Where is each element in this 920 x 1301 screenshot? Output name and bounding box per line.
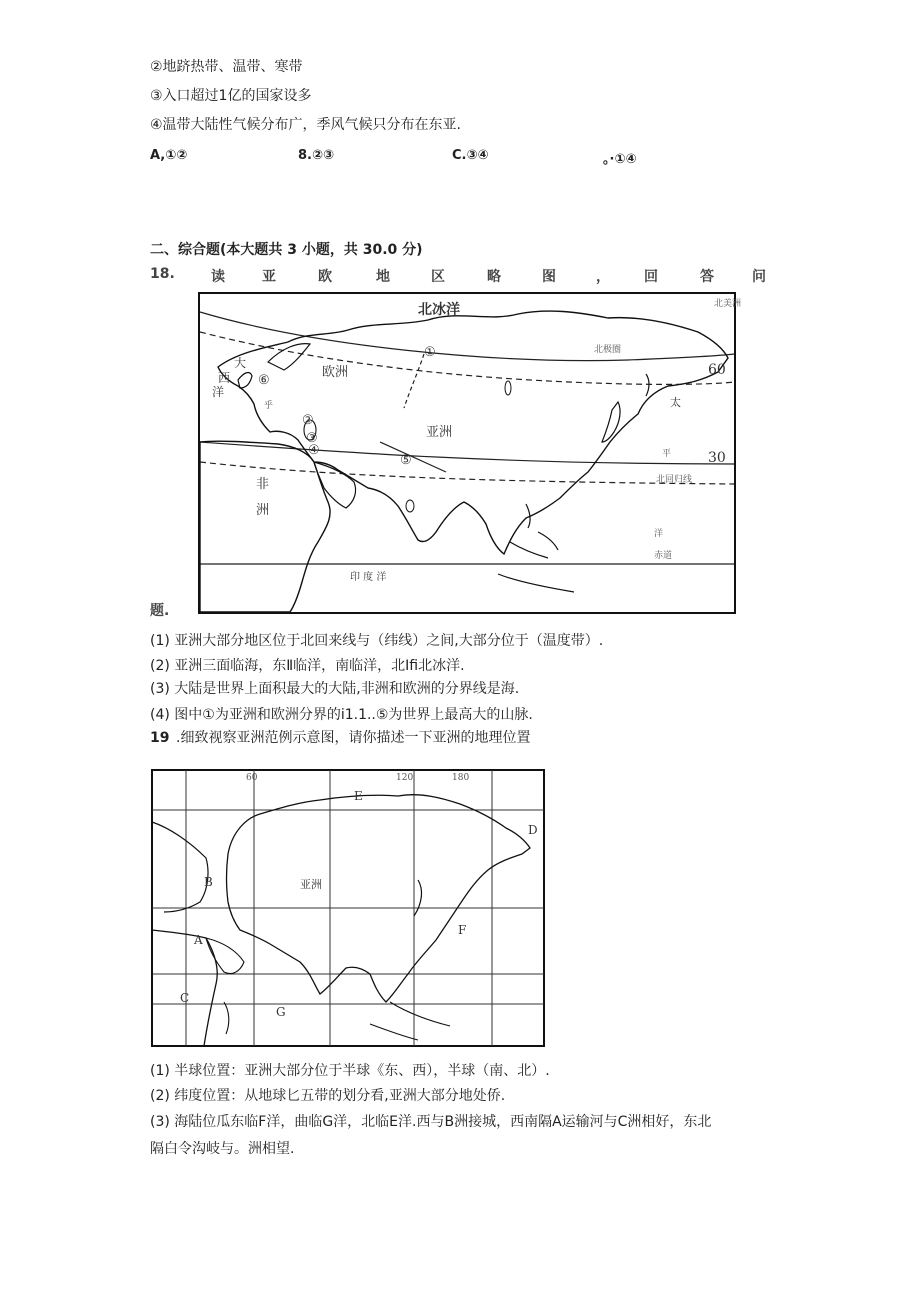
marker-1: ① bbox=[424, 345, 436, 360]
q19-sub3-line2: 隔白令沟岐与。洲相望. bbox=[150, 1141, 295, 1157]
africa-label-b: 洲 bbox=[256, 503, 270, 518]
q19-sub2: (2) 纬度位置：从地球匕五带的划分看,亚洲大部分地处侨. bbox=[150, 1088, 506, 1104]
indian-ocean-label: 印 度 洋 bbox=[350, 572, 387, 583]
label-e: E bbox=[354, 789, 363, 803]
asia-map bbox=[150, 762, 546, 1048]
lat-60-label: 60 bbox=[708, 362, 726, 378]
q18-stem-char: 略 bbox=[487, 269, 501, 285]
label-g: G bbox=[276, 1005, 286, 1019]
europe-label: 欧洲 bbox=[322, 365, 349, 380]
label-c: C bbox=[180, 991, 190, 1005]
option-text-3: ③入口超过1亿的国家设多 bbox=[150, 88, 312, 104]
q18-sub4: (4) 图中①为亚洲和欧洲分界的i1.1..⑤为世界上最高大的山脉. bbox=[150, 707, 533, 723]
q18-stem-char: 答 bbox=[700, 269, 714, 285]
q18-stem-char: 问 bbox=[752, 269, 766, 285]
q18-stem-char: 亚 bbox=[262, 269, 276, 285]
eurasia-map bbox=[198, 292, 742, 614]
option-text-4: ④温带大陆性气候分布广，季风气候只分布在东亚. bbox=[150, 117, 461, 133]
label-d: D bbox=[528, 823, 538, 837]
q19-stem: .细致视察亚洲范例示意图，请你描述一下亚洲的地理位置 bbox=[176, 730, 531, 746]
africa-label-a: 非 bbox=[256, 477, 270, 492]
label-a: A bbox=[194, 933, 203, 947]
label-f: F bbox=[458, 923, 467, 937]
q18-sub3: (3) 大陆是世界上面积最大的大陆,非洲和欧洲的分界线是海. bbox=[150, 681, 520, 697]
q18-stem-char: 读 bbox=[211, 269, 225, 285]
asia-label: 亚洲 bbox=[300, 878, 322, 891]
q18-stem-char: 欧 bbox=[318, 269, 332, 285]
arctic-ocean-label: 北冰洋 bbox=[418, 302, 460, 318]
pacific-label-a: 太 bbox=[670, 396, 681, 409]
q18-stem-char: ， bbox=[596, 269, 610, 285]
q19-sub1: (1) 半球位置：亚洲大部分位于半球《东、西），半球（南、北）. bbox=[150, 1063, 550, 1079]
sea-label: 乎 bbox=[264, 401, 274, 411]
lat-30-label: 30 bbox=[708, 450, 726, 466]
q18-stem-char: 区 bbox=[431, 269, 445, 285]
marker-4: ④ bbox=[308, 443, 320, 458]
marker-3: ③ bbox=[306, 431, 318, 446]
north-america-label: 北美洲 bbox=[714, 299, 742, 309]
section-title: 二、综合题(本大题共 3 小题，共 30.0 分) bbox=[150, 242, 423, 258]
atlantic-label-c: 洋 bbox=[212, 385, 225, 399]
q18-stem-end: 题. bbox=[150, 603, 170, 619]
q18-number: 18. bbox=[150, 266, 175, 282]
marker-6: ⑥ bbox=[258, 373, 270, 388]
q19-number: 19 bbox=[150, 730, 170, 746]
label-b: B bbox=[204, 875, 213, 889]
q18-sub1: (1) 亚洲大部分地区位于北回来线与（纬线）之间,大部分位于（温度带）. bbox=[150, 633, 604, 649]
q18-stem-char: 图 bbox=[542, 269, 556, 285]
choice-c: C.③④ bbox=[452, 148, 489, 163]
q18-sub2: (2) 亚洲三面临海，东Ⅱ临洋，南临洋，北Ifi北冰洋. bbox=[150, 658, 465, 674]
pacific-label-b: 平 bbox=[662, 449, 672, 459]
lon-label-180: 180 bbox=[452, 773, 470, 783]
marker-2: ② bbox=[302, 413, 314, 428]
choice-d: 。·①④ bbox=[603, 152, 637, 167]
atlantic-label-b: 西 bbox=[218, 371, 231, 385]
asia-label: 亚洲 bbox=[426, 425, 453, 440]
choice-a: A,①② bbox=[150, 148, 188, 163]
q18-stem-char: 地 bbox=[376, 269, 390, 285]
lon-label-120: 120 bbox=[396, 773, 414, 783]
q18-stem-char: 回 bbox=[644, 269, 658, 285]
pacific-label-c: 洋 bbox=[654, 529, 664, 539]
arctic-circle-label: 北极圈 bbox=[594, 345, 622, 355]
atlantic-label-a: 大 bbox=[234, 356, 247, 370]
option-text-2: ②地跻热带、温带、寒带 bbox=[150, 59, 303, 75]
marker-5: ⑤ bbox=[400, 453, 412, 468]
tropic-label: 北回归线 bbox=[656, 475, 693, 485]
choice-b: 8.②③ bbox=[298, 148, 334, 163]
equator-label: 赤道 bbox=[654, 551, 673, 561]
q19-sub3-line1: (3) 海陆位瓜东临F洋，曲临G洋，北临E洋.西与B洲接城，西南隔A运输河与C洲相好，东北 bbox=[150, 1114, 712, 1130]
lon-label-60: 60 bbox=[246, 773, 258, 783]
